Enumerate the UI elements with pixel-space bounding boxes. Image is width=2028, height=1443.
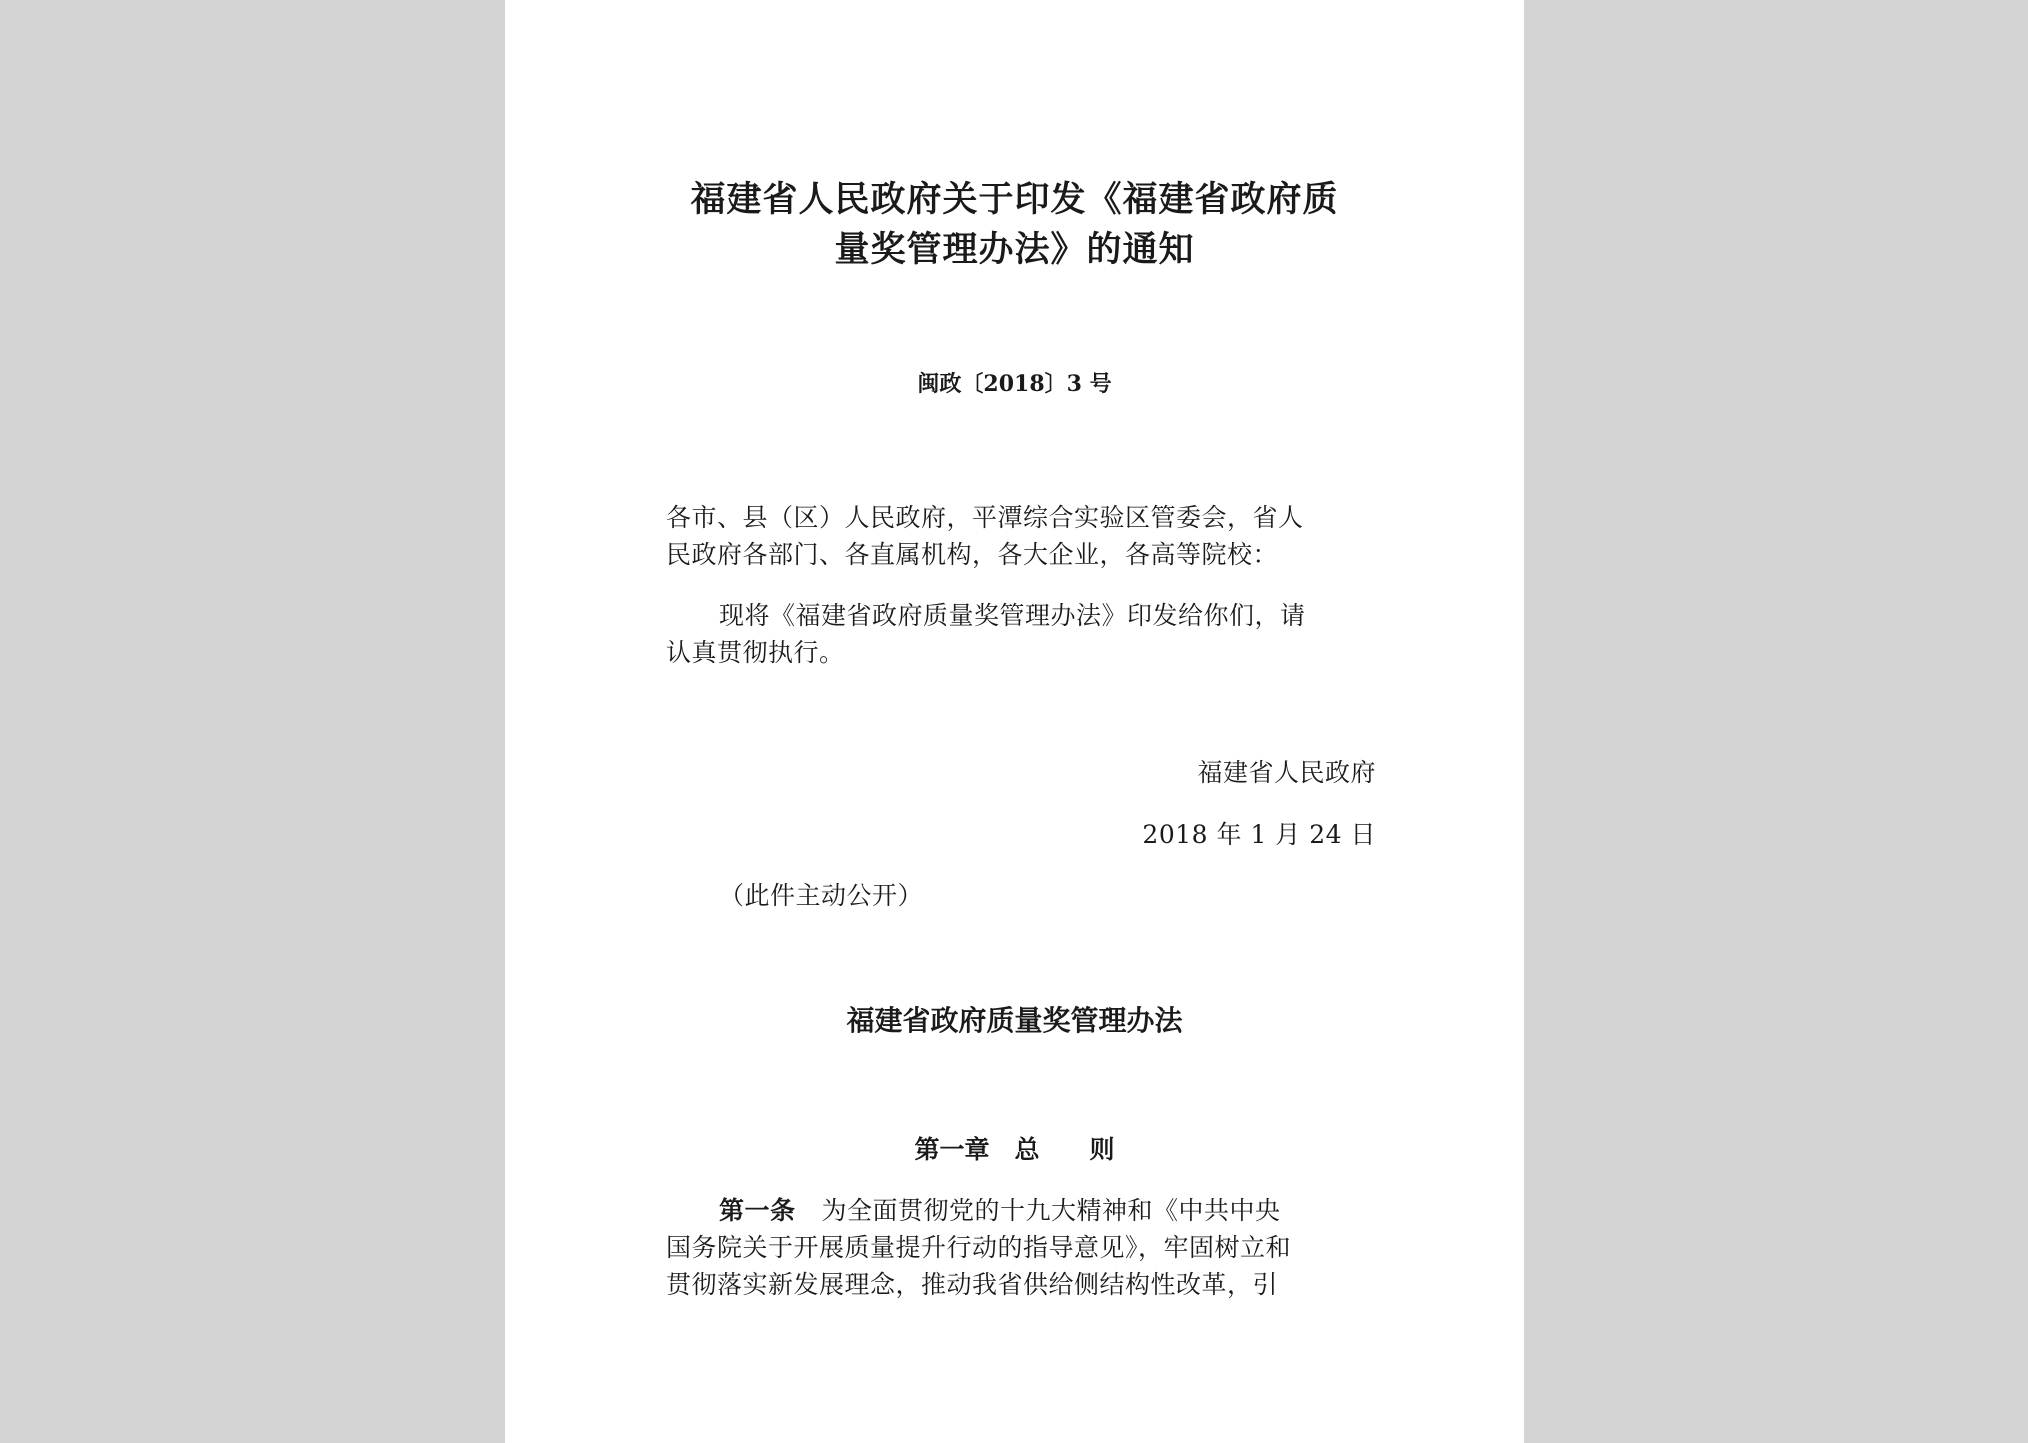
recipients-line-1: 各市、县（区）人民政府，平潭综合实验区管委会，省人 — [666, 503, 1304, 532]
issue-date: 2018 年 1 月 24 日 — [1142, 820, 1376, 849]
recipients-line-2: 民政府各部门、各直属机构，各大企业，各高等院校： — [666, 540, 1279, 569]
article-1-line-1 — [719, 1191, 1281, 1227]
article-1-heading: 第一条 — [719, 1196, 796, 1225]
document-title-line-2: 量奖管理办法》的通知 — [834, 229, 1195, 270]
body-line-1: 现将《福建省政府质量奖管理办法》印发给你们，请 — [719, 601, 1306, 630]
document-number: 闽政〔2018〕3 号 — [917, 371, 1112, 397]
body-line-2: 认真贯彻执行。 — [666, 638, 845, 667]
article-1-line-2: 国务院关于开展质量提升行动的指导意见》，牢固树立和 — [666, 1233, 1292, 1262]
document-page — [505, 0, 1524, 1443]
chapter-title: 第一章 总 则 — [914, 1135, 1115, 1164]
measures-title: 福建省政府质量奖管理办法 — [846, 1004, 1183, 1037]
document-title-line-1: 福建省人民政府关于印发《福建省政府质 — [690, 179, 1339, 220]
article-1-text-line-1: 为全面贯彻党的十九大精神和《中共中央 — [821, 1196, 1281, 1225]
article-1-line-3: 贯彻落实新发展理念，推动我省供给侧结构性改革，引 — [666, 1270, 1279, 1299]
signature-issuer: 福建省人民政府 — [1197, 758, 1376, 787]
disclosure-note: （此件主动公开） — [719, 881, 924, 910]
